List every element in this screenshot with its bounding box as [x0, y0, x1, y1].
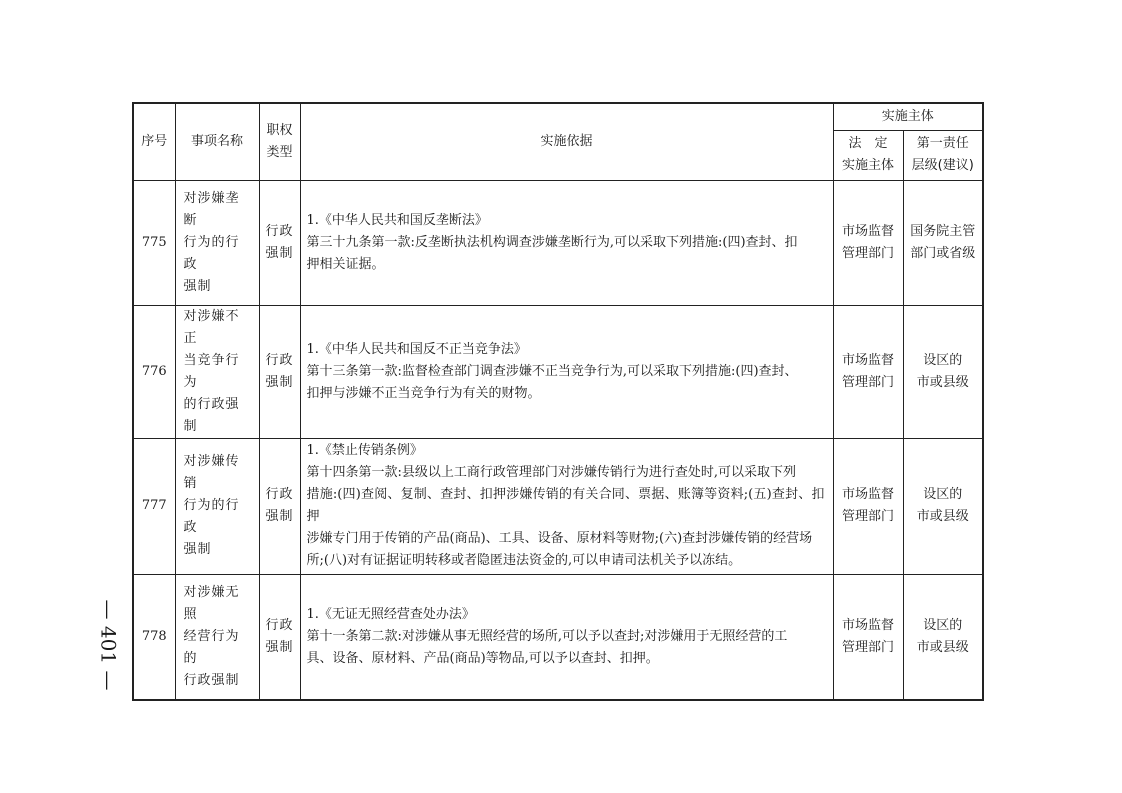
subject-line: 管理部门 — [841, 509, 894, 524]
basis-line: 1.《禁止传销条例》 — [306, 443, 423, 458]
header-legal-subject-line1: 法 定 — [848, 136, 888, 151]
level-line: 市或县级 — [916, 509, 969, 524]
subject-line: 管理部门 — [841, 374, 894, 390]
row-seq: 776 — [133, 305, 175, 438]
name-line: 当竞争行为 — [183, 352, 240, 390]
name-line: 行为的行政 — [183, 234, 240, 272]
basis-line: 涉嫌专门用于传销的产品(商品)、工具、设备、原材料等财物;(六)查封涉嫌传销的经营场 — [306, 531, 813, 546]
level-line: 设区的 — [923, 487, 963, 502]
basis-line: 第十三条第一款:监督检查部门调查涉嫌不正当竞争行为,可以采取下列措施:(四)查封、 — [306, 363, 798, 379]
header-first-level-line2: 层级(建议) — [911, 158, 974, 173]
name-line: 对涉嫌垄断 — [183, 190, 240, 228]
name-line: 的行政强制 — [183, 396, 240, 434]
row-power-type — [259, 305, 300, 438]
subject-line: 管理部门 — [841, 639, 894, 655]
basis-line: 1.《中华人民共和国反垄断法》 — [306, 212, 488, 228]
row-first-level — [903, 574, 983, 700]
row-item-name — [175, 438, 259, 574]
level-line: 国务院主管 — [910, 223, 976, 239]
row-seq: 775 — [133, 180, 175, 305]
row-first-level — [903, 180, 983, 305]
name-line: 对涉嫌不正 — [183, 308, 240, 346]
name-line: 对涉嫌传销 — [183, 454, 240, 491]
type-line: 行政 — [265, 487, 294, 502]
row-power-type — [259, 438, 300, 574]
table-row — [133, 574, 983, 700]
page-number-text: — 401 — — [96, 599, 121, 691]
table-row — [133, 305, 983, 438]
row-item-name — [175, 305, 259, 438]
row-item-name — [175, 180, 259, 305]
type-line: 强制 — [265, 509, 294, 524]
header-power-type-line2: 类型 — [266, 144, 293, 160]
type-line: 行政 — [265, 223, 294, 239]
subject-line: 管理部门 — [841, 245, 894, 261]
level-line: 设区的 — [923, 617, 963, 633]
name-line: 对涉嫌无照 — [183, 584, 240, 622]
subject-line: 市场监督 — [841, 223, 894, 239]
page-number — [88, 600, 128, 690]
basis-line: 措施:(四)查阅、复制、查封、扣押涉嫌传销的有关合同、票据、账簿等资料;(五)查封、扣押 — [306, 487, 825, 524]
basis-line: 押相关证据。 — [306, 256, 385, 272]
row-power-type — [259, 180, 300, 305]
basis-line: 第三十九条第一款:反垄断执法机构调查涉嫌垄断行为,可以采取下列措施:(四)查封、扣 — [306, 234, 798, 250]
row-seq: 778 — [133, 574, 175, 700]
row-basis — [300, 305, 833, 438]
type-line: 强制 — [265, 245, 294, 261]
row-power-type — [259, 574, 300, 700]
row-seq: 777 — [133, 438, 175, 574]
basis-line: 1.《中华人民共和国反不正当竞争法》 — [306, 341, 527, 357]
subject-line: 市场监督 — [841, 617, 894, 633]
table-row — [133, 180, 983, 305]
header-row-top — [133, 103, 983, 130]
name-line: 经营行为的 — [183, 628, 240, 666]
header-first-level — [903, 130, 983, 180]
level-line: 市或县级 — [916, 639, 969, 655]
header-legal-subject — [833, 130, 903, 180]
header-power-type-line1: 职权 — [266, 122, 293, 138]
header-seq: 序号 — [133, 103, 175, 180]
subject-line: 市场监督 — [841, 352, 894, 368]
row-legal-subject — [833, 180, 903, 305]
name-line: 行政强制 — [183, 672, 240, 688]
type-line: 强制 — [265, 374, 294, 390]
subject-line: 市场监督 — [841, 487, 894, 502]
header-legal-subject-line2: 实施主体 — [841, 158, 894, 173]
level-line: 部门或省级 — [910, 245, 976, 261]
header-subject: 实施主体 — [833, 103, 983, 130]
header-power-type — [259, 103, 300, 180]
name-line: 行为的行政 — [183, 498, 240, 535]
type-line: 强制 — [265, 639, 294, 655]
type-line: 行政 — [265, 352, 294, 368]
basis-line: 所;(八)对有证据证明转移或者隐匿违法资金的,可以申请司法机关予以冻结。 — [306, 553, 742, 568]
row-item-name — [175, 574, 259, 700]
name-line: 强制 — [183, 278, 212, 294]
header-item-name: 事项名称 — [175, 103, 259, 180]
basis-line: 第十四条第一款:县级以上工商行政管理部门对涉嫌传销行为进行查处时,可以采取下列 — [306, 465, 797, 480]
row-legal-subject — [833, 438, 903, 574]
basis-line: 扣押与涉嫌不正当竞争行为有关的财物。 — [306, 385, 541, 401]
row-legal-subject — [833, 574, 903, 700]
row-first-level — [903, 305, 983, 438]
items-table — [132, 102, 984, 701]
row-basis — [300, 438, 833, 574]
row-first-level — [903, 438, 983, 574]
header-basis: 实施依据 — [300, 103, 833, 180]
header-first-level-line1: 第一责任 — [916, 136, 969, 151]
type-line: 行政 — [265, 617, 294, 633]
row-basis — [300, 574, 833, 700]
row-basis — [300, 180, 833, 305]
basis-line: 第十一条第二款:对涉嫌从事无照经营的场所,可以予以查封;对涉嫌用于无照经营的工 — [306, 628, 788, 644]
row-legal-subject — [833, 305, 903, 438]
level-line: 设区的 — [923, 352, 963, 368]
basis-line: 具、设备、原材料、产品(商品)等物品,可以予以查封、扣押。 — [306, 650, 659, 666]
table-row — [133, 438, 983, 574]
level-line: 市或县级 — [916, 374, 969, 390]
basis-line: 1.《无证无照经营查处办法》 — [306, 606, 475, 622]
name-line: 强制 — [183, 542, 212, 557]
